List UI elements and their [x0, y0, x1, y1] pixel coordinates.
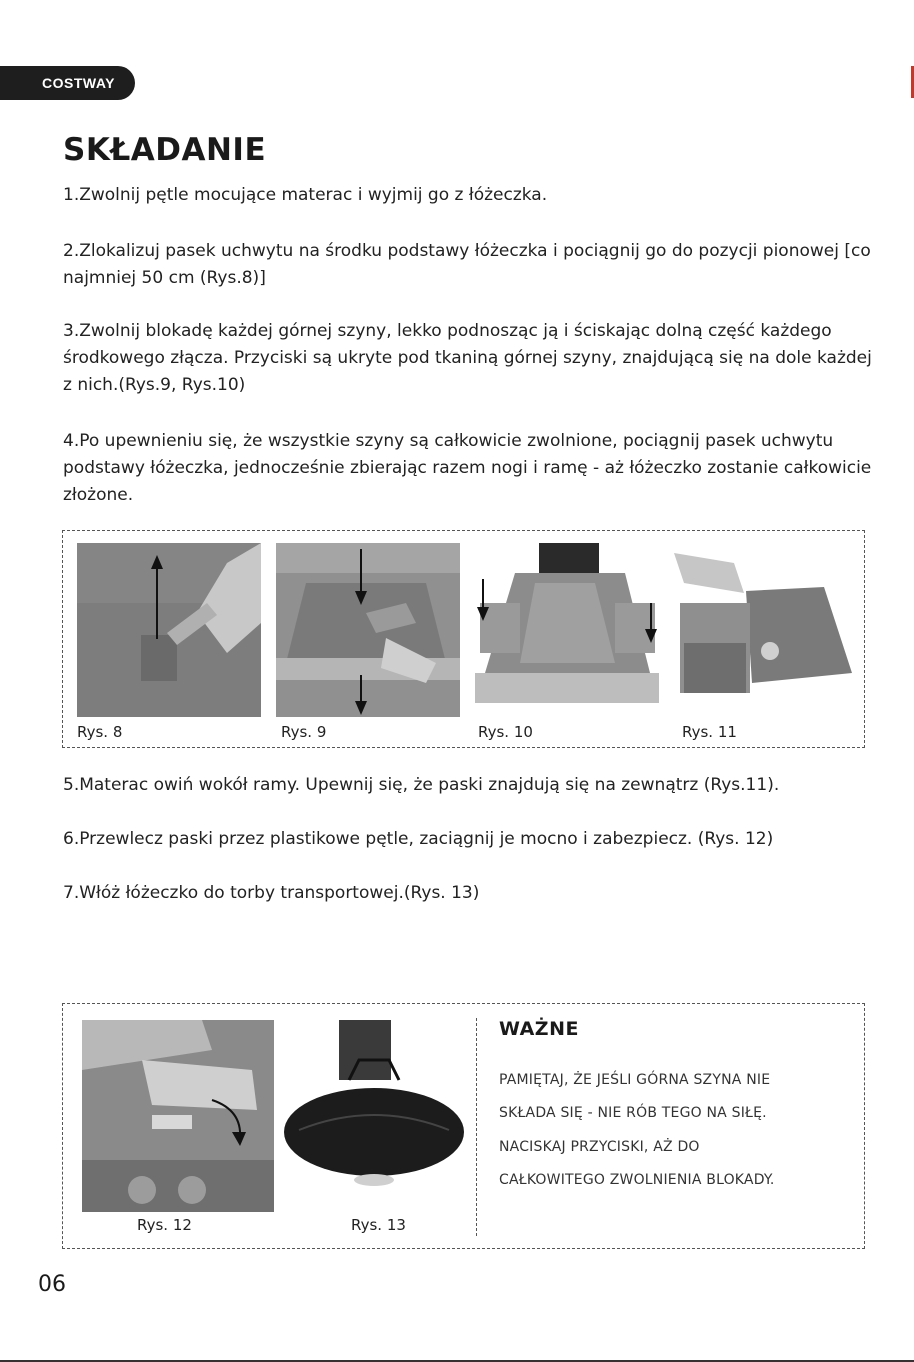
step-2: 2.Zlokalizuj pasek uchwytu na środku podstawy łóżeczka i pociągnij go do pozycji pionowej [co najmniej 50 cm (Rys.8)]	[63, 241, 871, 288]
step-3: 3.Zwolnij blokadę każdej górnej szyny, lekko podnosząc ją i ściskając dolną część każdego środkowego złącza. Przyciski są ukryte pod tkaniną górnej szyny, znajdującą się na dole każdej z nich.(Rys.9, Rys.10)	[63, 321, 872, 395]
caption-rys11: Rys. 11	[682, 723, 737, 741]
photo-wrapping-mattress	[674, 543, 852, 717]
page-number: 06	[38, 1272, 66, 1297]
caption-rys12: Rys. 12	[137, 1216, 192, 1234]
caption-rys10: Rys. 10	[478, 723, 533, 741]
brand-logo: COSTWAY	[0, 66, 135, 100]
figure-rys8	[77, 543, 261, 717]
figure-rys10	[475, 543, 659, 717]
important-line-2: SKŁADA SIĘ - NIE RÓB TEGO NA SIŁĘ.	[499, 1105, 767, 1121]
photo-collapsing-crib	[475, 543, 659, 717]
caption-rys9: Rys. 9	[281, 723, 327, 741]
figure-rys9	[276, 543, 460, 717]
figure-rys12	[82, 1020, 274, 1212]
box-divider	[476, 1018, 477, 1236]
important-line-4: CAŁKOWITEGO ZWOLNIENIA BLOKADY.	[499, 1172, 775, 1188]
photo-securing-straps	[82, 1020, 274, 1212]
figures-box-bottom	[62, 1003, 865, 1249]
step-6: 6.Przewlecz paski przez plastikowe pętle, zaciągnij je mocno i zabezpiecz. (Rys. 12)	[63, 829, 774, 849]
photo-pulling-strap	[77, 543, 261, 717]
step-5: 5.Materac owiń wokół ramy. Upewnij się, że paski znajdują się na zewnątrz (Rys.11).	[63, 775, 780, 795]
caption-rys13: Rys. 13	[351, 1216, 406, 1234]
step-7: 7.Włóż łóżeczko do torby transportowej.(Rys. 13)	[63, 883, 480, 903]
photo-carry-bag	[279, 1020, 469, 1212]
step-1: 1.Zwolnij pętle mocujące materac i wyjmij go z łóżeczka.	[63, 185, 548, 205]
figure-rys13	[279, 1020, 469, 1212]
caption-rys8: Rys. 8	[77, 723, 123, 741]
figure-rys11	[674, 543, 852, 717]
page-title: SKŁADANIE	[63, 132, 267, 168]
important-line-1: PAMIĘTAJ, ŻE JEŚLI GÓRNA SZYNA NIE	[499, 1072, 771, 1088]
step-4: 4.Po upewnieniu się, że wszystkie szyny są całkowicie zwolnione, pociągnij pasek uchwytu podstawy łóżeczka, jednocześnie zbierając razem nogi i ramę - aż łóżeczko zostanie całkowicie złożone.	[63, 431, 872, 505]
important-line-3: NACISKAJ PRZYCISKI, AŻ DO	[499, 1139, 700, 1155]
photo-releasing-rail	[276, 543, 460, 717]
figures-box-top	[62, 530, 865, 748]
important-title: WAŻNE	[499, 1018, 579, 1040]
